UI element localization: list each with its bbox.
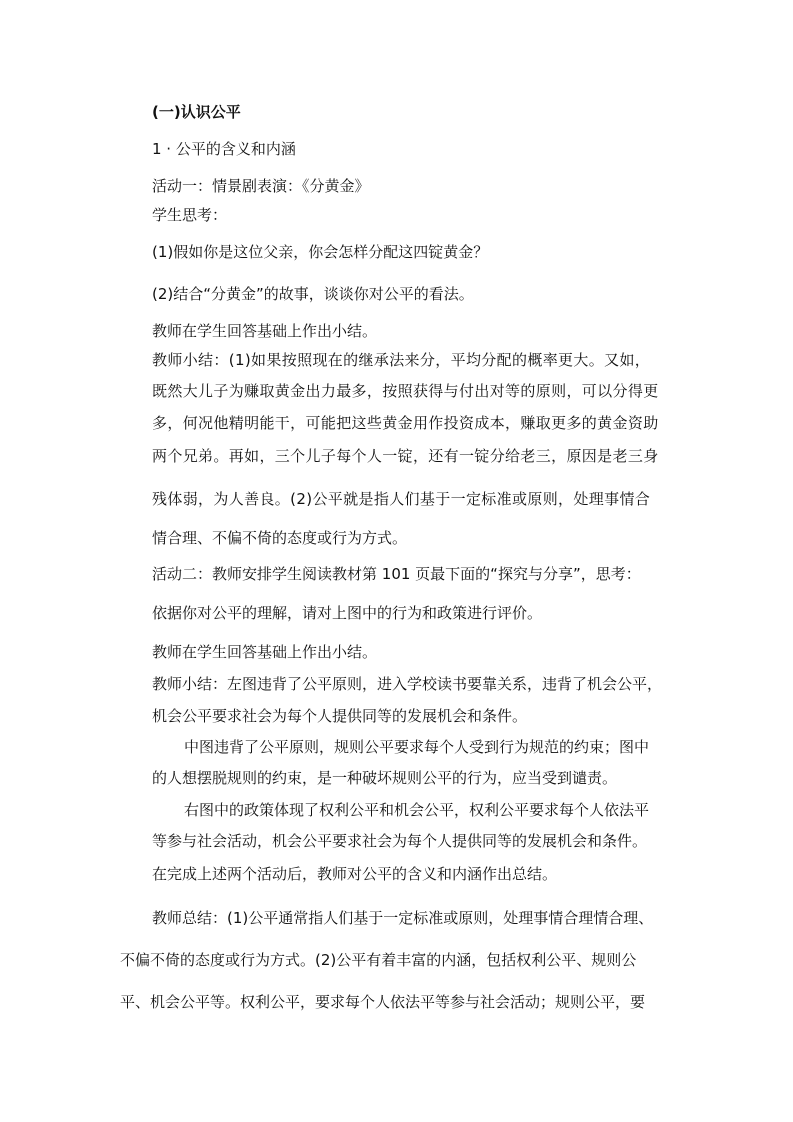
paragraph-line: 既然大儿子为赚取黄金出力最多，按照获得与付出对等的原则，可以分得更 xyxy=(152,382,659,400)
paragraph-line: 活动一：情景剧表演：《分黄金》 xyxy=(152,177,370,195)
paragraph-line: 依据你对公平的理解，请对上图中的行为和政策进行评价。 xyxy=(152,604,543,622)
paragraph-line: 学生思考： xyxy=(152,206,228,224)
paragraph-line: 中图违背了公平原则，规则公平要求每个人受到行为规范的约束；图中 xyxy=(184,738,650,756)
section-title: (一)认识公平 xyxy=(152,103,241,121)
paragraph-line: 不偏不倚的态度或行为方式。(2)公平有着丰富的内涵，包括权利公平、规则公 xyxy=(120,951,637,969)
paragraph-line: 教师在学生回答基础上作出小结。 xyxy=(152,322,378,340)
paragraph-line: 平、机会公平等。权利公平，要求每个人依法平等参与社会活动；规则公平，要 xyxy=(120,993,646,1011)
paragraph-line: 在完成上述两个活动后，教师对公平的含义和内涵作出总结。 xyxy=(152,865,558,883)
paragraph-line: 情合理、不偏不倚的态度或行为方式。 xyxy=(152,529,408,547)
paragraph-line: 机会公平要求社会为每个人提供同等的发展机会和条件。 xyxy=(152,707,528,725)
subsection-title: 1 · 公平的含义和内涵 xyxy=(152,140,296,158)
paragraph-line: 残体弱，为人善良。(2)公平就是指人们基于一定标准或原则，处理事情合 xyxy=(152,490,651,508)
paragraph-line: (1)假如你是这位父亲，你会怎样分配这四锭黄金？ xyxy=(152,243,489,261)
paragraph-line: 等参与社会活动，机会公平要求社会为每个人提供同等的发展机会和条件。 xyxy=(152,832,648,850)
paragraph-line: 的人想摆脱规则的约束，是一种破坏规则公平的行为，应当受到谴责。 xyxy=(152,769,618,787)
paragraph-line: (2)结合“分黄金”的故事，谈谈你对公平的看法。 xyxy=(152,285,474,303)
paragraph-line: 多，何况他精明能干，可能把这些黄金用作投资成本，赚取更多的黄金资助 xyxy=(152,414,659,432)
paragraph-line: 教师在学生回答基础上作出小结。 xyxy=(152,643,378,661)
paragraph-line: 教师总结：(1)公平通常指人们基于一定标准或原则，处理事情合理情合理、 xyxy=(152,909,654,927)
paragraph-line: 两个兄弟。再如，三个儿子每个人一锭，还有一锭分给老三，原因是老三身 xyxy=(152,447,659,465)
paragraph-line: 右图中的政策体现了权利公平和机会公平，权利公平要求每个人依法平 xyxy=(184,801,650,819)
paragraph-line: 教师小结：左图违背了公平原则，进入学校读书要靠关系，违背了机会公平， xyxy=(152,675,663,693)
paragraph-line: 教师小结：(1)如果按照现在的继承法来分，平均分配的概率更大。又如， xyxy=(152,351,651,369)
paragraph-line: 活动二：教师安排学生阅读教材第 101 页最下面的“探究与分享”，思考： xyxy=(152,565,641,583)
